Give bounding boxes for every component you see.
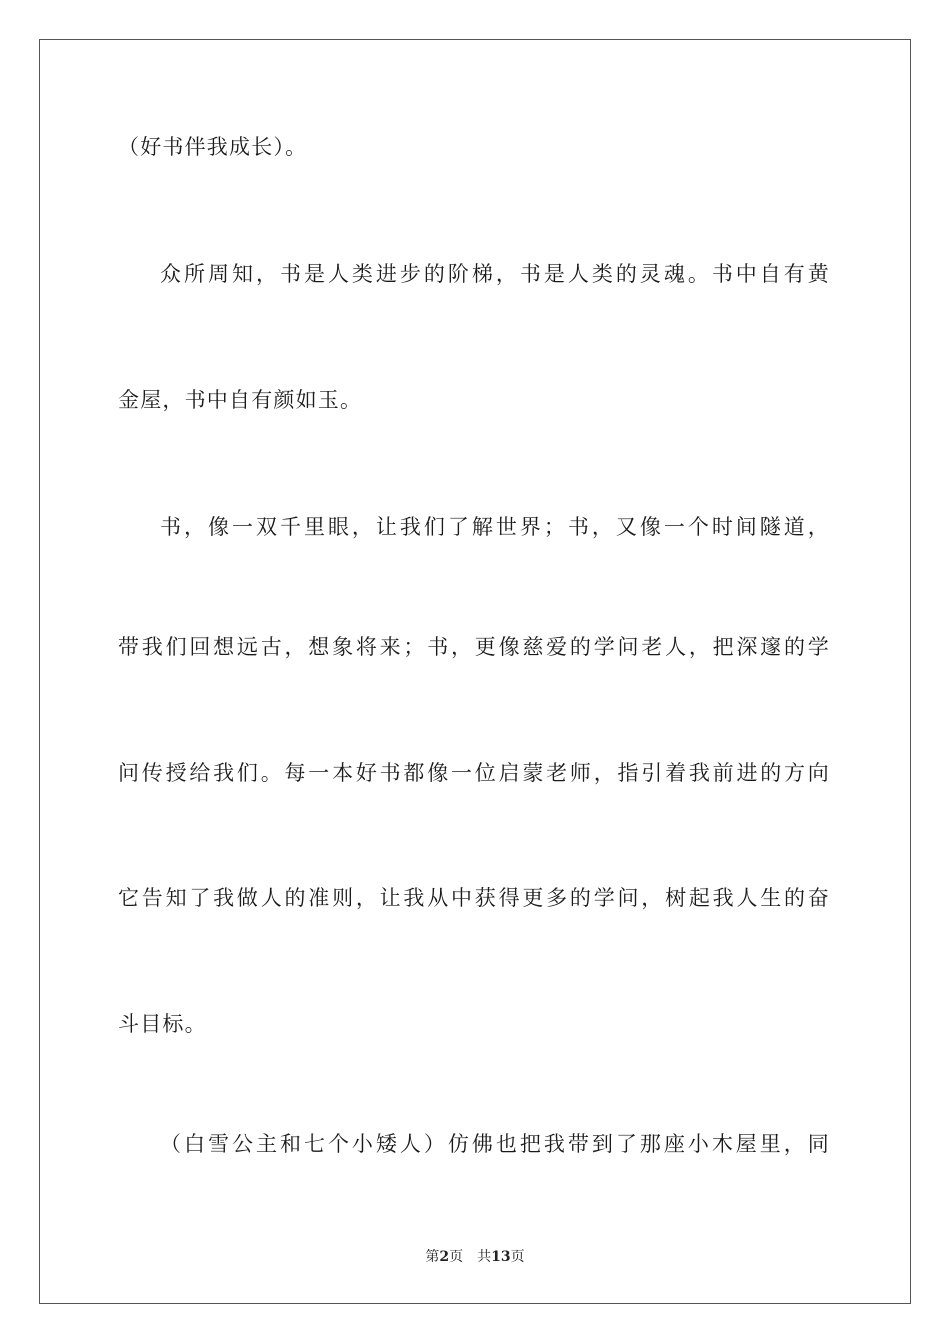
text-line-8: 斗目标。 bbox=[118, 1012, 207, 1036]
page-border bbox=[39, 39, 911, 1304]
footer-total-prefix: 共 bbox=[477, 1249, 492, 1265]
text-line-5: 带我们回想远古，想象将来；书，更像慈爱的学问老人，把深邃的学 bbox=[118, 635, 830, 659]
page-footer bbox=[0, 1248, 950, 1266]
footer-page-prefix: 第 bbox=[425, 1249, 440, 1265]
footer-total-suffix: 页 bbox=[510, 1249, 525, 1265]
text-line-7: 它告知了我做人的准则，让我从中获得更多的学问，树起我人生的奋 bbox=[118, 886, 830, 910]
footer-page-number: 2 bbox=[439, 1249, 450, 1265]
text-line-3: 金屋，书中自有颜如玉。 bbox=[118, 388, 363, 412]
text-line-2: 众所周知，书是人类进步的阶梯，书是人类的灵魂。书中自有黄 bbox=[160, 262, 830, 286]
text-line-9: （白雪公主和七个小矮人）仿佛也把我带到了那座小木屋里，同 bbox=[160, 1132, 830, 1156]
text-line-6: 问传授给我们。每一本好书都像一位启蒙老师，指引着我前进的方向 bbox=[118, 761, 830, 785]
text-line-1: （好书伴我成长）。 bbox=[118, 135, 308, 159]
footer-total-pages: 13 bbox=[491, 1249, 511, 1265]
text-line-4: 书，像一双千里眼，让我们了解世界；书，又像一个时间隧道， bbox=[160, 515, 830, 539]
footer-page-suffix: 页 bbox=[449, 1249, 464, 1265]
